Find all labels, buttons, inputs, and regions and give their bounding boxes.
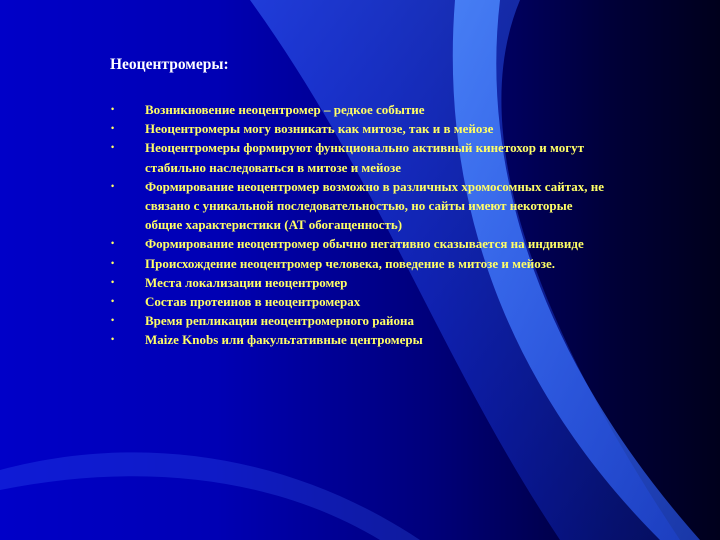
bullet-item (108, 100, 608, 119)
bullet-item (108, 311, 608, 330)
bullet-dot-icon: • (111, 238, 115, 249)
bullet-text: Время репликации неоцентромерного района (145, 313, 415, 329)
bullet-dot-icon: • (111, 104, 115, 114)
bullet-item (108, 273, 608, 292)
bullet-dot-icon: • (111, 315, 115, 326)
bullet-text: Формирование неоцентромер обычно негативно сказывается на индивиде (145, 236, 584, 252)
bullet-text: Неоцентромеры формируют функционально активный кинетохор и могут стабильно наследоваться в митозе и мейозе (145, 140, 584, 175)
bullet-text: Состав протеинов в неоцентромерах (145, 294, 361, 310)
bullet-dot-icon: • (111, 123, 115, 134)
bullet-text: Maize Knobs или факультативные центромеры (145, 332, 423, 348)
bullet-item (108, 254, 608, 273)
bullet-item (108, 177, 608, 235)
bullet-text: Места локализации неоцентромер (145, 274, 348, 290)
bullet-text: Неоцентромеры могу возникать как митозе, так и в мейозе (145, 121, 494, 137)
bullet-dot-icon: • (111, 334, 115, 345)
bullet-text: Формирование неоцентромер возможно в различных хромосомных сайтах, не связано с уникальной последовательностью, но сайты имеют некоторые общие характеристики (AT обогащенность) (145, 178, 604, 233)
bullet-item (108, 119, 608, 138)
slide-title: Неоцентромеры: (110, 56, 229, 73)
bullet-dot-icon: • (111, 180, 115, 191)
bullet-dot-icon: • (111, 276, 115, 287)
bullet-item (108, 292, 608, 311)
bullet-text: Происхождение неоцентромер человека, поведение в митозе и мейозе. (145, 255, 555, 271)
bullet-item (108, 330, 608, 349)
bullet-dot-icon: • (111, 257, 115, 268)
bullet-dot-icon: • (111, 142, 115, 153)
bullet-item (108, 138, 608, 176)
bullet-item (108, 234, 608, 253)
bullet-text: Возникновение неоцентромер – редкое событие (145, 102, 425, 117)
bullet-dot-icon: • (111, 296, 115, 307)
bullet-list (108, 100, 608, 350)
